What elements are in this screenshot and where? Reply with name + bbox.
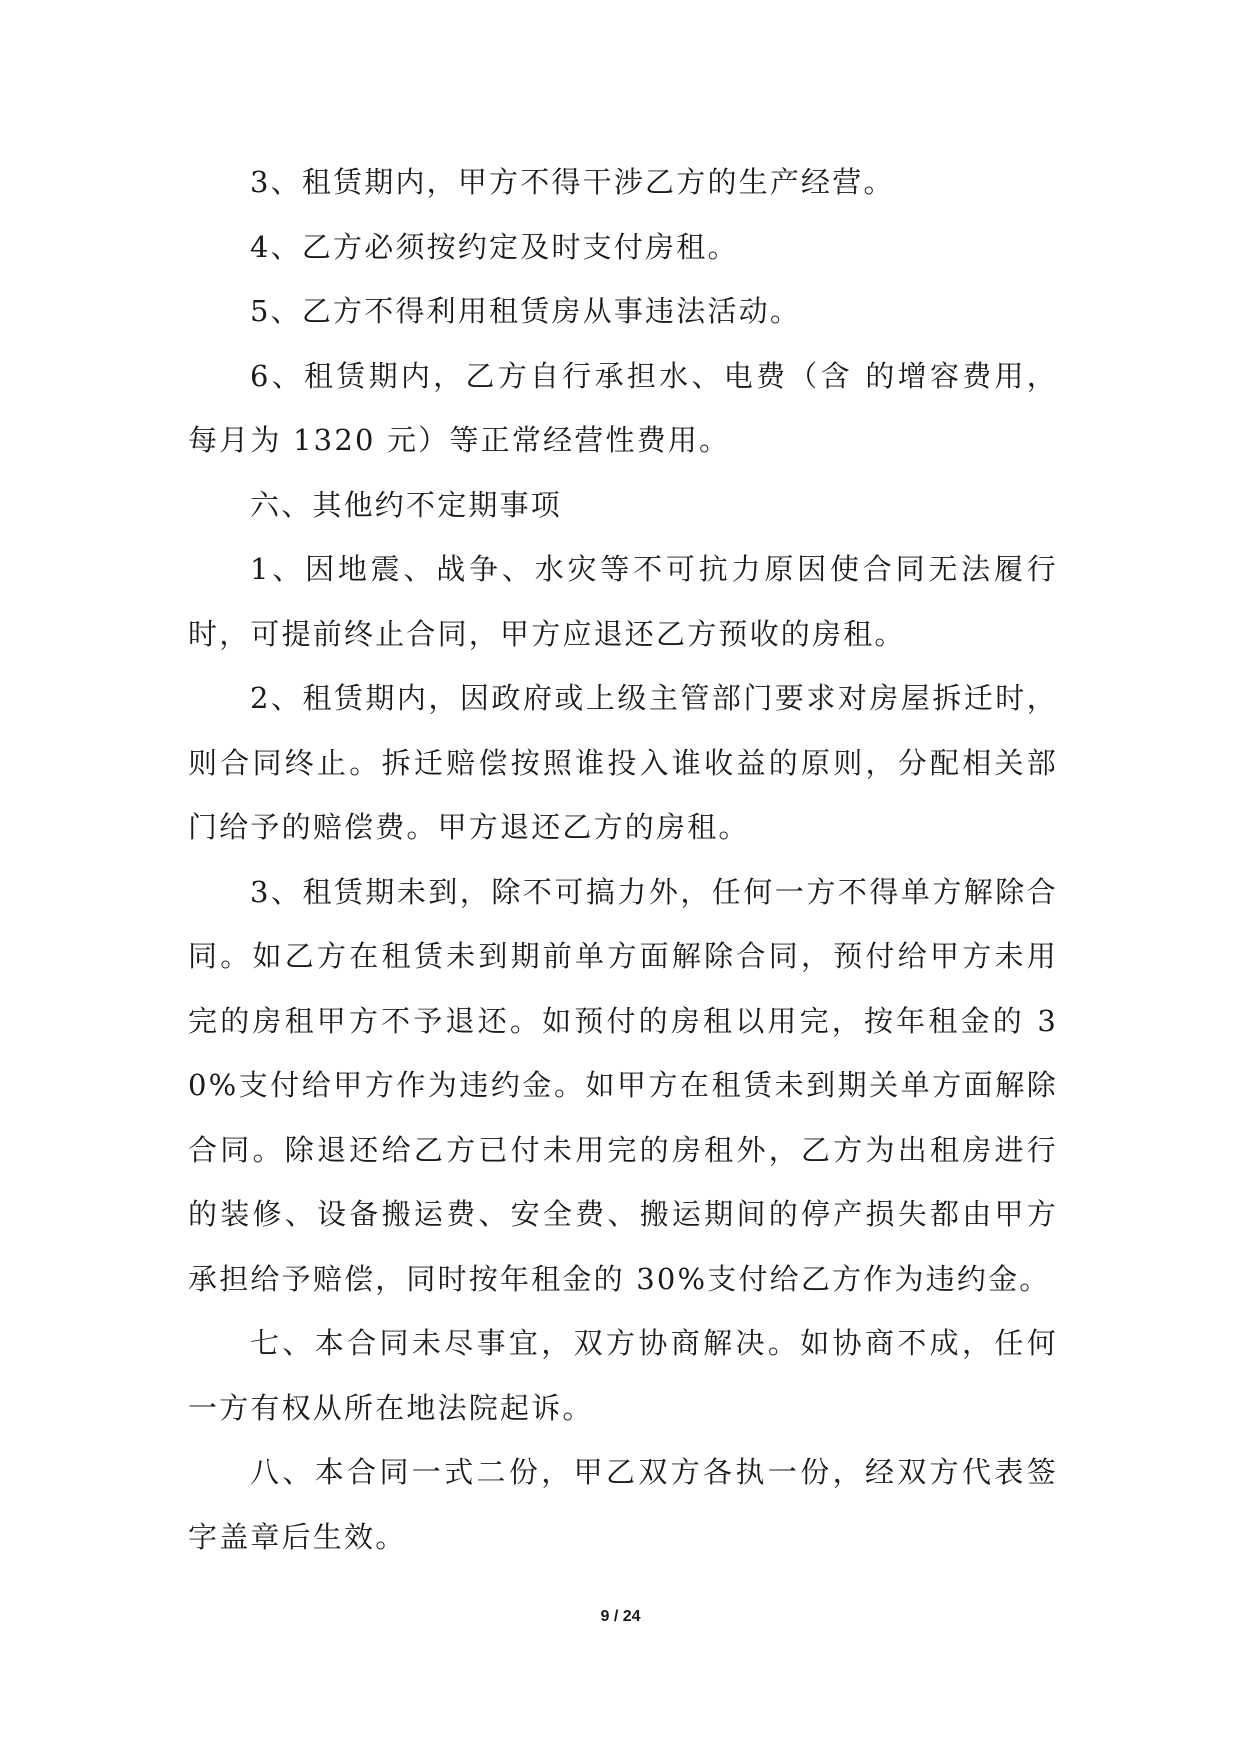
paragraph-clause-6: 6、租赁期内，乙方自行承担水、电费（含 的增容费用，每月为 1320 元）等正常经营性费用。 (188, 358, 1058, 457)
section-dispute-resolution: 七、本合同未尽事宜，双方协商解决。如协商不成，任何一方有权从所在地法院起诉。 (188, 1326, 1058, 1425)
document-body (188, 150, 1058, 1569)
paragraph-early-termination: 3、租赁期未到，除不可搞力外，任何一方不得单方解除合同。如乙方在租赁未到期前单方面解除合同，预付给甲方未用完的房租甲方不予退还。如预付的房租以用完，按年租金的 30%支付给甲方作为违约金。如甲方在租赁未到期关单方面解除合同。除退还给乙方已付未用完的房租外，乙方为出租房进行的装修、设备搬运费、安全费、搬运期间的停产损失都由甲方承担给予赔偿，同时按年租金的 30%支付给乙方作为违约金。 (188, 874, 1058, 1296)
paragraph-clause-4: 4、乙方必须按约定及时支付房租。 (250, 229, 739, 264)
section-copies-effective: 八、本合同一式二份，甲乙双方各执一份，经双方代表签字盖章后生效。 (188, 1455, 1058, 1554)
page-number: 9 / 24 (600, 1608, 641, 1625)
paragraph-force-majeure: 1、因地震、战争、水灾等不可抗力原因使合同无法履行时，可提前终止合同，甲方应退还乙方预收的房租。 (188, 552, 1058, 651)
paragraph-demolition: 2、租赁期内，因政府或上级主管部门要求对房屋拆迁时，则合同终止。拆迁赔偿按照谁投入谁收益的原则，分配相关部门给予的赔偿费。甲方退还乙方的房租。 (188, 681, 1058, 844)
paragraph-clause-5: 5、乙方不得利用租赁房从事违法活动。 (250, 294, 802, 328)
section-heading-6: 六、其他约不定期事项 (250, 487, 563, 522)
paragraph-clause-3: 3、租赁期内，甲方不得干涉乙方的生产经营。 (250, 165, 895, 199)
